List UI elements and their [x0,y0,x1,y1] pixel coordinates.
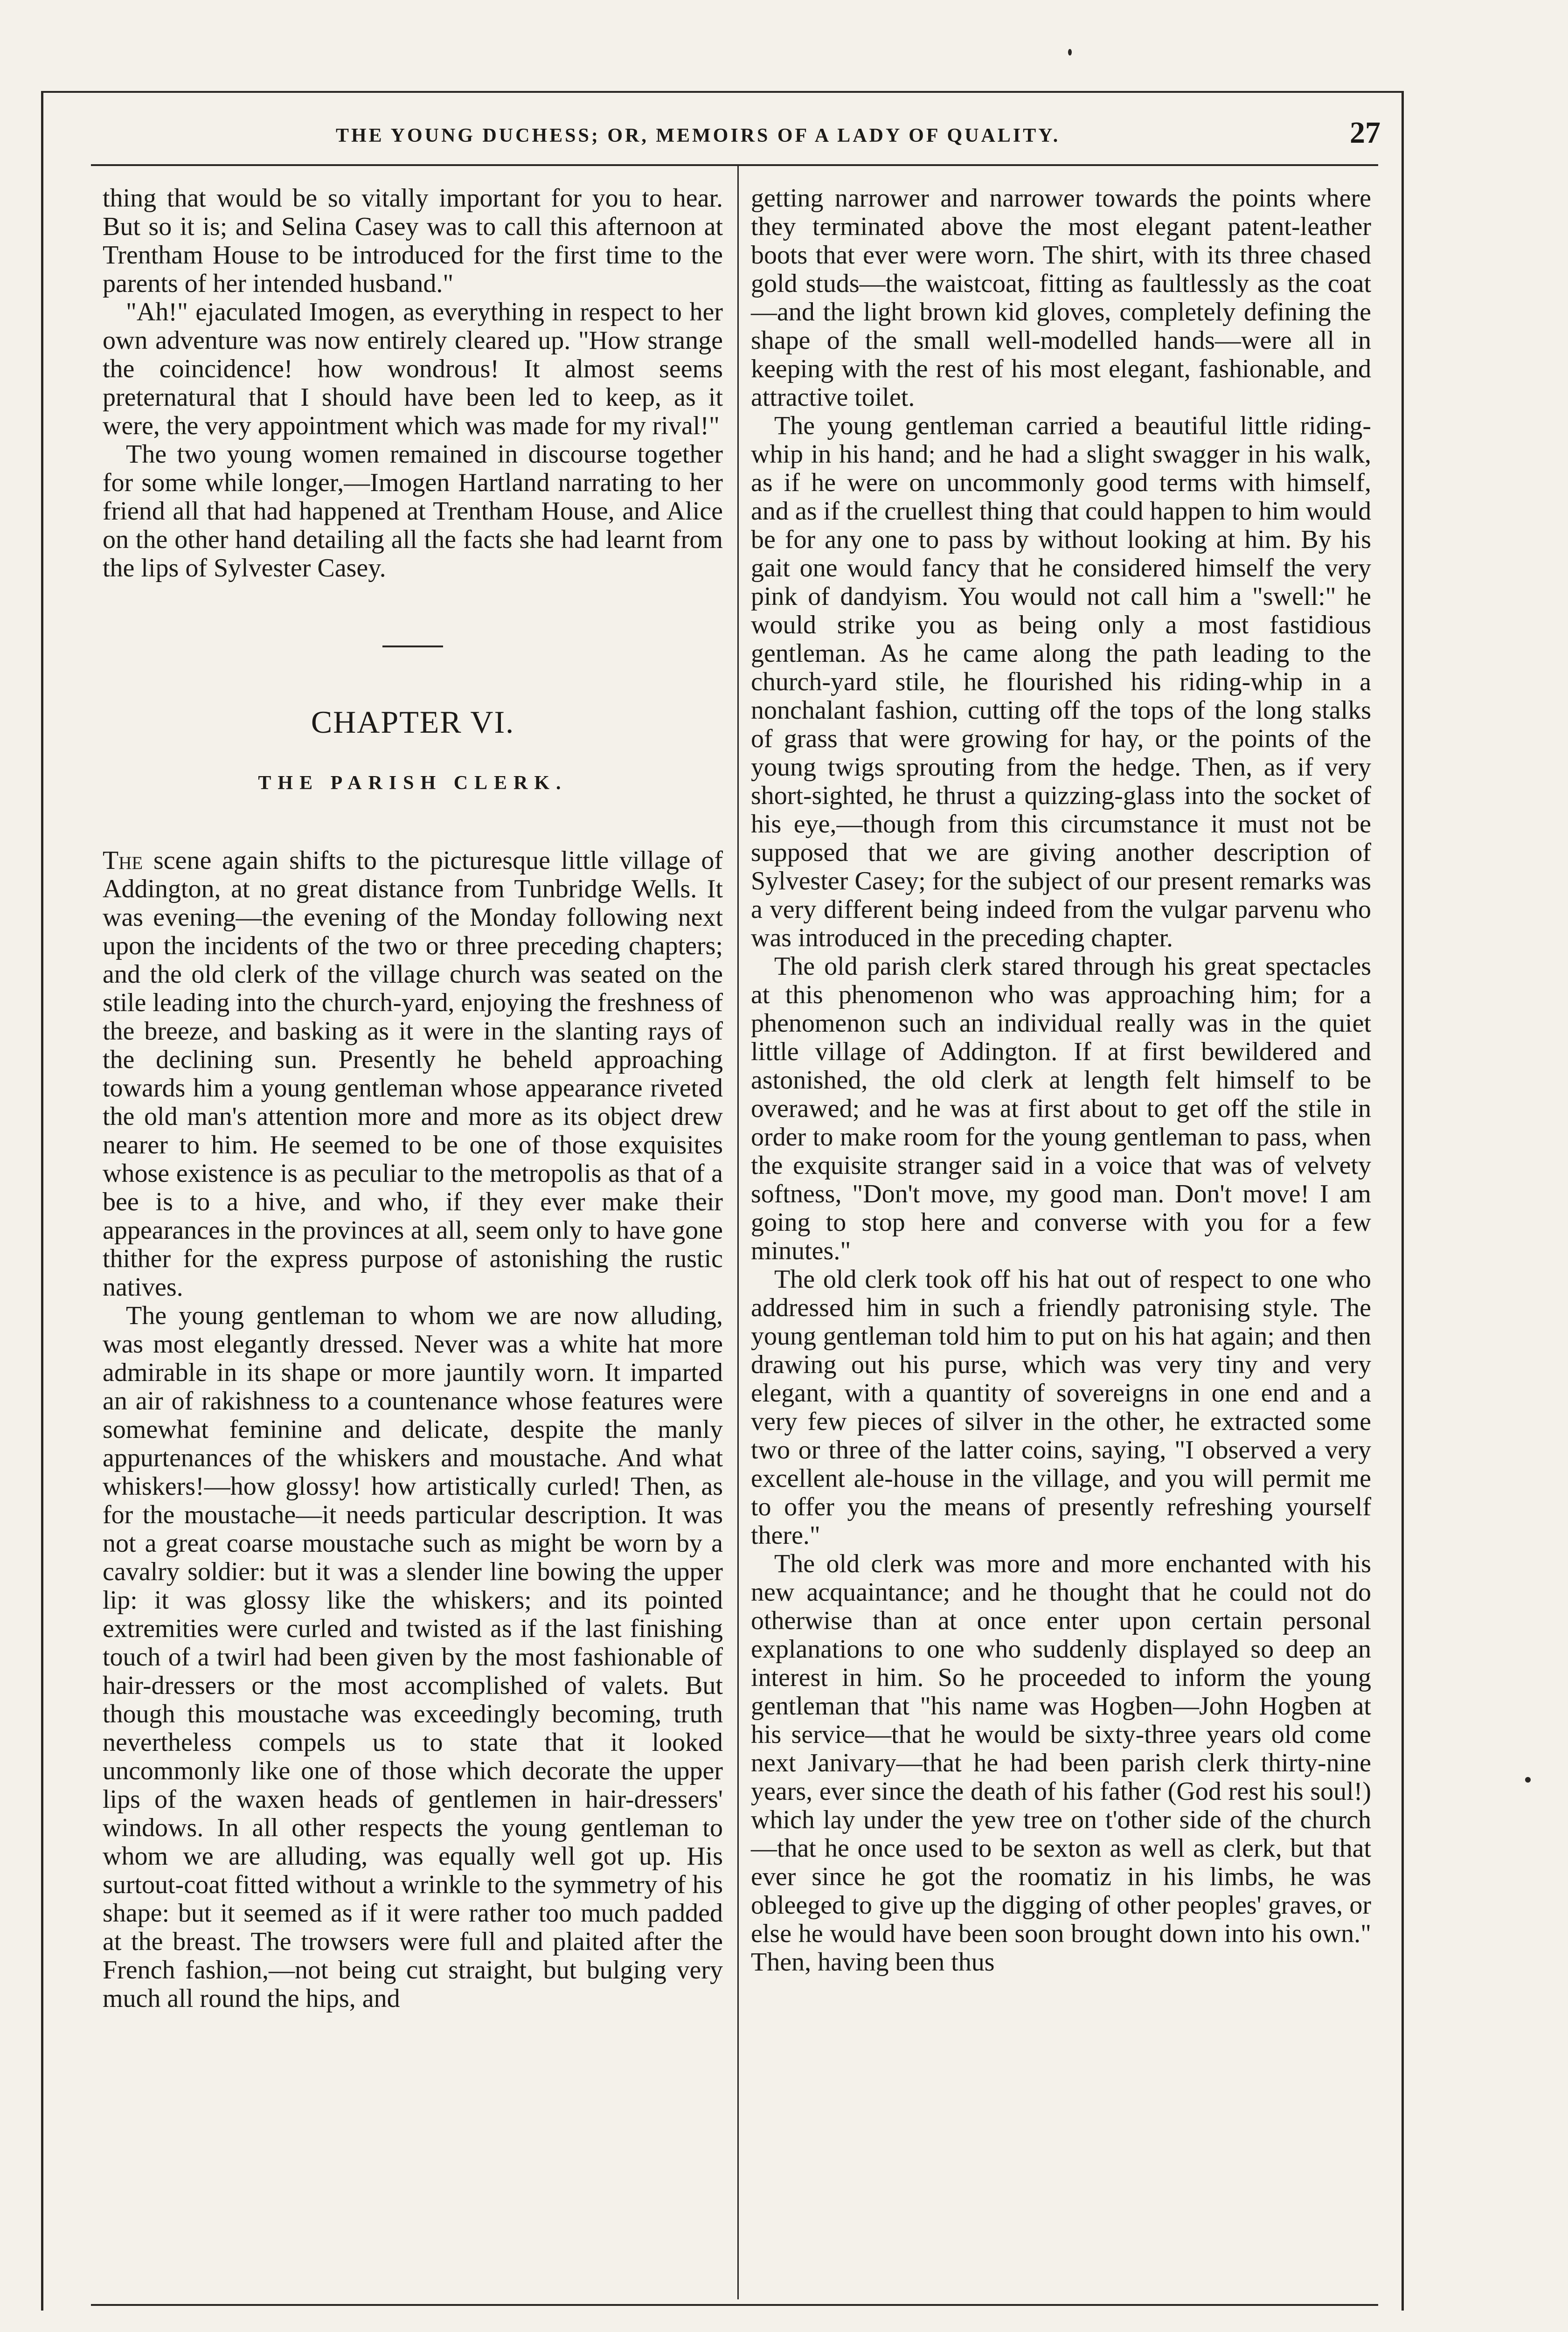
right-column [751,184,1371,1977]
ink-speck [1068,49,1072,56]
header-rule [91,164,1378,166]
paragraph-text: scene again shifts to the picturesque little village of Addington, at no great distance from Tunbridge Wells. It was evening—the evening of the Monday following next upon the incidents of the two or three preceding chapters; and the old clerk of the village church was seated on the stile leading into the church-yard, enjoying the freshness of the breeze, and basking as it were in the slanting rays of the declining sun. Presently he beheld approaching towards him a young gentleman whose appearance riveted the old man's attention more and more as its object drew nearer to him. He seemed to be one of those exquisites whose existence is as peculiar to the metropolis as that of a bee is to a hive, and who, if they ever make their appearances in the provinces at all, seem only to have gone thither for the express purpose of astonishing the rustic natives. [103,846,723,1302]
paragraph: thing that would be so vitally important for you to hear. But so it is; and Selina Casey was to call this afternoon at Trentham House to be introduced for the first time to the parents of her intended husband." [103,184,723,298]
page-number: 27 [1350,116,1381,150]
paragraph: "Ah!" ejaculated Imogen, as everything in respect to her own adventure was now entirely cleared up. "How strange the coincidence! how wondrous! It almost seems preternatural that I should have been led to keep, as it were, the very appointment which was made for my rival!" [103,298,723,440]
chapter-title: CHAPTER VI. [311,704,515,740]
paragraph: The young gentleman carried a beautiful little riding-whip in his hand; and he had a slight swagger in his walk, as if he were on uncommonly good terms with himself, and as if the cruellest thing that could happen to him would be for any one to pass by without looking at him. By his gait one would fancy that he considered himself the very pink of dandyism. You would not call him a "swell:" he would strike you as being only a most fastidious gentleman. As he came along the path leading to the church-yard stile, he flourished his riding-whip in a nonchalant fashion, cutting off the tops of the long stalks of grass that were growing for hay, or the points of the young twigs sprouting from the hedge. Then, as if very short-sighted, he thrust a quizzing-glass into the socket of his eye,—though from this circumstance it must not be supposed that we are giving another description of Sylvester Casey; for the subject of our present remarks was a very different being indeed from the vulgar parvenu who was introduced in the preceding chapter. [751,411,1371,952]
running-header [47,114,1399,161]
drop-lead: The [103,846,143,875]
section-separator [382,645,443,647]
running-title: THE YOUNG DUCHESS; OR, MEMOIRS OF A LADY OF QUALITY. [336,125,1061,146]
ink-speck [1525,1777,1531,1783]
left-column [103,184,723,2013]
paragraph: The two young women remained in discourse together for some while longer,—Imogen Hartland narrating to her friend all that had happened at Trentham House, and Alice on the other hand detailing all the facts she had learnt from the lips of Sylvester Casey. [103,440,723,583]
paragraph: The old parish clerk stared through his great spectacles at this phenomenon who was approaching him; for a phenomenon such an individual really was in the quiet little village of Addington. If at first bewildered and astonished, the old clerk at length felt himself to be overawed; and he was at first about to get off the stile in order to make room for the young gentleman to pass, when the exquisite stranger said in a voice that was of velvety softness, "Don't move, my good man. Don't move! I am going to stop here and converse with you for a few minutes." [751,952,1371,1265]
paragraph: getting narrower and narrower towards the points where they terminated above the most elegant patent-leather boots that ever were worn. The shirt, with its three chased gold studs—the waistcoat, fitting as faultlessly as the coat—and the light brown kid gloves, completely defining the shape of the small well-modelled hands—were all in keeping with the rest of his most elegant, fashionable, and attractive toilet. [751,184,1371,412]
paragraph: The old clerk was more and more enchanted with his new acquaintance; and he thought that he could not do otherwise than at once enter upon certain personal explanations to one who suddenly displayed so deep an interest in him. So he proceeded to inform the young gentleman that "his name was Hogben—John Hogben at his service—that he would be sixty-three years old come next Janivary—that he had been parish clerk thirty-nine years, ever since the death of his father (God rest his soul!) which lay under the yew tree on t'other side of the church—that he once used to be sexton as well as clerk, but that ever since he got the roomatiz in his limbs, he was obleeged to give up the digging of other peoples' graves, or else he would have been soon brought down into his own." Then, having been thus [751,1549,1371,1977]
paragraph: The young gentleman to whom we are now alluding, was most elegantly dressed. Never was a white hat more admirable in its shape or more jauntily worn. It imparted an air of rakishness to a countenance whose features were somewhat feminine and delicate, despite the manly appurtenances of the whiskers and moustache. And what whiskers!—how glossy! how artistically curled! Then, as for the moustache—it needs particular description. It was not a great coarse moustache such as might be worn by a cavalry soldier: but it was a slender line bowing the upper lip: it was glossy like the whiskers; and its pointed extremities were curled and twisted as if the last finishing touch of a twirl had been given by the most fashionable of hair-dressers or the most accomplished of valets. But though this moustache was exceedingly becoming, truth nevertheless compels us to state that it looked uncommonly like one of those which decorate the upper lips of the waxen heads of gentlemen in hair-dressers' windows. In all other respects the young gentleman to whom we are alluding, was equally well got up. His surtout-coat fitted without a wrinkle to the symmetry of his shape: but it seemed as if it were rather too much padded at the breast. The trowsers were full and plaited after the French fashion,—not being cut straight, but bulging very much all round the hips, and [103,1301,723,2013]
paragraph [103,847,723,1302]
footer-rule [91,2304,1378,2306]
paragraph: The old clerk took off his hat out of respect to one who addressed him in such a friendly patronising style. The young gentleman told him to put on his hat again; and then drawing out his purse, which was very tiny and very elegant, with a quantity of sovereigns in one end and a very few pieces of silver in the other, he extracted some two or three of the latter coins, saying, "I observed a very excellent ale-house in the village, and you will permit me to offer you the means of presently refreshing yourself there." [751,1265,1371,1550]
column-divider [737,166,739,2299]
chapter-subtitle: THE PARISH CLERK. [258,772,568,794]
